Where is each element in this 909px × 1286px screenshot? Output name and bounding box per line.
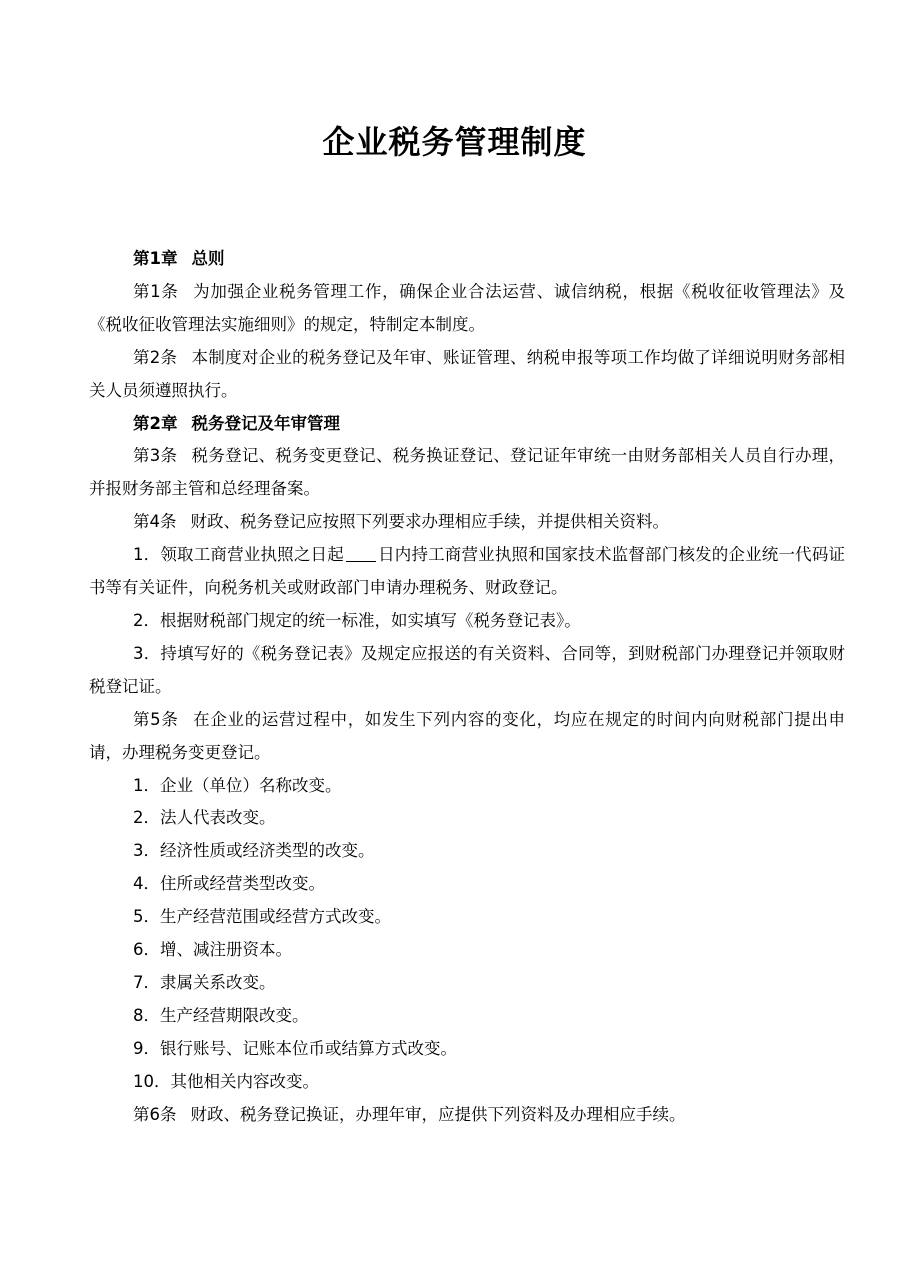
list-item: 4．住所或经营类型改变。	[133, 874, 325, 894]
list-item: 7．隶属关系改变。	[133, 972, 276, 992]
chapter-heading: 第1章 总则	[133, 249, 225, 268]
list-item: 2．法人代表改变。	[133, 808, 276, 828]
article-paragraph: 第3条 税务登记、税务变更登记、税务换证登记、登记证年审统一由财务部相关人员自行办理，并报财务部主管和总经理备案。	[89, 446, 846, 499]
list-item: 8．生产经营期限改变。	[133, 1005, 309, 1025]
fill-in-blank	[346, 547, 376, 562]
chapter-heading: 第2章 税务登记及年审管理	[133, 413, 340, 433]
list-item: 10．其他相关内容改变。	[133, 1071, 319, 1091]
list-item: 6．增、减注册资本。	[133, 940, 292, 960]
article-paragraph: 第5条 在企业的运营过程中，如发生下列内容的变化，均应在规定的时间内向财税部门提出申请，办理税务变更登记。	[89, 709, 846, 762]
list-item: 3．经济性质或经济类型的改变。	[133, 841, 375, 861]
list-item: 9．银行账号、记账本位币或结算方式改变。	[133, 1038, 457, 1058]
list-item: 5．生产经营范围或经营方式改变。	[133, 907, 391, 927]
article-paragraph: 第4条 财政、税务登记应按照下列要求办理相应手续，并提供相关资料。	[133, 512, 669, 532]
document-body	[89, 243, 845, 1131]
list-item: 2．根据财税部门规定的统一标准，如实填写《税务登记表》。	[133, 610, 581, 630]
document-title: 企业税务管理制度	[322, 123, 587, 161]
list-item: 1．领取工商营业执照之日起 日内持工商营业执照和国家技术监督部门核发的企业统一代码证书等有关证件，向税务机关或财政部门申请办理税务、财政登记。	[89, 545, 846, 598]
list-item: 3．持填写好的《税务登记表》及规定应报送的有关资料、合同等，到财税部门办理登记并领取财税登记证。	[89, 643, 846, 696]
list-item: 1．企业（单位）名称改变。	[133, 775, 342, 795]
article-paragraph: 第2条 本制度对企业的税务登记及年审、账证管理、纳税申报等项工作均做了详细说明财务部相关人员须遵照执行。	[89, 347, 846, 400]
article-paragraph: 第6条 财政、税务登记换证，办理年审，应提供下列资料及办理相应手续。	[133, 1104, 686, 1124]
article-paragraph: 第1条 为加强企业税务管理工作，确保企业合法运营、诚信纳税，根据《税收征收管理法》及《税收征收管理法实施细则》的规定，特制定本制度。	[89, 281, 846, 334]
